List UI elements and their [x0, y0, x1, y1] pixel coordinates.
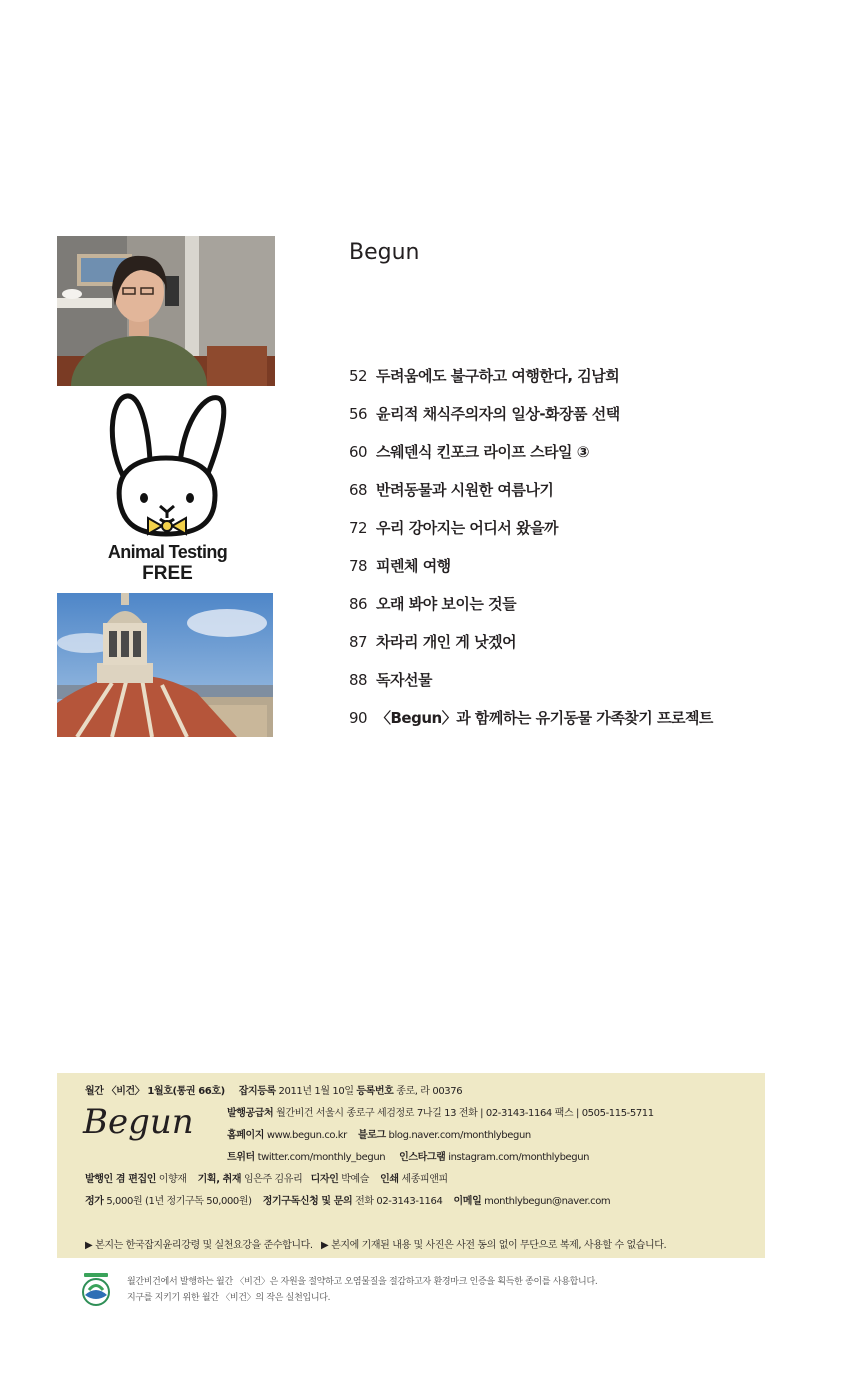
toc-item[interactable] — [349, 708, 713, 746]
blog-link[interactable]: blog.naver.com/monthlybegun — [388, 1130, 531, 1141]
twitter-link[interactable]: twitter.com/monthly_begun — [257, 1152, 386, 1163]
eco-notice-line1: 월간비건에서 발행하는 월간 〈비건〉은 자원을 절약하고 오염물질을 절감하고자 환경마크 인증을 획득한 종이를 사용합니다. — [127, 1277, 598, 1287]
colophon-publisher-line — [227, 1104, 654, 1119]
planning-label: 기획, 취재 — [197, 1174, 242, 1185]
regno-value: 종로, 라 00376 — [396, 1086, 463, 1097]
toc-title: 우리 강아지는 어디서 왔을까 — [376, 519, 559, 537]
toc-item[interactable] — [349, 442, 713, 480]
colophon-staff-line — [85, 1170, 448, 1185]
colophon-social-line — [227, 1148, 589, 1163]
toc-item[interactable] — [349, 594, 713, 632]
reg-value: 2011년 1월 10일 — [278, 1086, 354, 1097]
price-value: 5,000원 (1년 정기구독 50,000원) — [106, 1196, 252, 1207]
eco-mark-icon — [81, 1273, 111, 1307]
email-label: 이메일 — [453, 1196, 482, 1207]
colophon-box — [57, 1073, 765, 1258]
portrait-photo — [57, 236, 275, 386]
toc-item[interactable] — [349, 404, 713, 442]
design-value: 박예슬 — [341, 1174, 370, 1185]
notice-copyright: ▶ 본지에 기재된 내용 및 사진은 사전 동의 없이 무단으로 복제, 사용할 수 없습니다. — [321, 1240, 667, 1251]
design-label: 디자인 — [310, 1174, 339, 1185]
toc-page-number: 72 — [349, 519, 368, 537]
toc-title: 차라리 개인 게 낫겠어 — [376, 633, 517, 651]
editor-label: 발행인 겸 편집인 — [85, 1174, 156, 1185]
planning-value: 임은주 김유리 — [243, 1174, 303, 1185]
toc-title: 〈Begun〉과 함께하는 유기동물 가족찾기 프로젝트 — [376, 709, 713, 727]
notice-ethics: ▶ 본지는 한국잡지윤리강령 및 실천요강을 준수합니다. — [85, 1240, 313, 1251]
reg-label: 잡지등록 — [238, 1086, 276, 1097]
publisher-label: 발행공급처 — [227, 1108, 274, 1119]
toc-page-number: 86 — [349, 595, 368, 613]
issue-label: 월간 〈비건〉 1월호(통권 66호) — [85, 1086, 225, 1097]
subscribe-value: 전화 02-3143-1164 — [355, 1196, 443, 1207]
toc-item[interactable] — [349, 556, 713, 594]
colophon-issue-line — [85, 1082, 462, 1097]
homepage-link[interactable]: www.begun.co.kr — [266, 1130, 347, 1141]
toc-item[interactable] — [349, 518, 713, 556]
editor-value: 이향재 — [158, 1174, 187, 1185]
toc-page-number: 68 — [349, 481, 368, 499]
svg-text:Begun: Begun — [83, 1102, 194, 1142]
toc-title: 피렌체 여행 — [376, 557, 451, 575]
print-label: 인쇄 — [380, 1174, 399, 1185]
eco-notice-line2: 지구를 지키기 위한 월간 〈비건〉의 작은 실천입니다. — [127, 1293, 331, 1303]
florence-duomo-photo — [57, 593, 273, 737]
toc-item[interactable] — [349, 480, 713, 518]
table-of-contents — [349, 366, 713, 746]
email-link[interactable]: monthlybegun@naver.com — [484, 1196, 611, 1207]
toc-page-number: 78 — [349, 557, 368, 575]
toc-item[interactable] — [349, 670, 713, 708]
publisher-value: 월간비건 서울시 종로구 세검정로 7나길 13 전화 | 02-3143-1164 팩스 | 0505-115-5711 — [276, 1108, 654, 1119]
instagram-link[interactable]: instagram.com/monthlybegun — [448, 1152, 590, 1163]
twitter-label: 트위터 — [227, 1152, 255, 1163]
price-label: 정가 — [85, 1196, 104, 1207]
toc-page-number: 88 — [349, 671, 368, 689]
toc-item[interactable] — [349, 366, 713, 404]
toc-page-number: 60 — [349, 443, 368, 461]
print-value: 세종피앤피 — [401, 1174, 448, 1185]
homepage-label: 홈페이지 — [227, 1130, 265, 1141]
toc-title: 두려움에도 불구하고 여행한다, 김남희 — [376, 367, 620, 385]
colophon-notice-line — [85, 1236, 666, 1251]
subscribe-label: 정기구독신청 및 문의 — [262, 1196, 353, 1207]
toc-page-number: 90 — [349, 709, 368, 727]
begun-script-logo — [81, 1099, 211, 1151]
toc-page-number: 52 — [349, 367, 368, 385]
toc-title: 반려동물과 시원한 여름나기 — [376, 481, 554, 499]
instagram-label: 인스타그램 — [399, 1152, 446, 1163]
free-label: FREE — [142, 563, 193, 584]
animal-testing-label: Animal Testing — [107, 542, 228, 562]
magazine-title: Begun — [349, 240, 420, 265]
toc-title: 오래 봐야 보이는 것들 — [376, 595, 517, 613]
regno-label: 등록번호 — [356, 1086, 394, 1097]
colophon-price-line — [85, 1192, 610, 1207]
colophon-web-line — [227, 1126, 531, 1141]
toc-title: 스웨덴식 킨포크 라이프 스타일 ③ — [376, 443, 589, 461]
toc-page-number: 56 — [349, 405, 368, 423]
toc-item[interactable] — [349, 632, 713, 670]
toc-page-number: 87 — [349, 633, 368, 651]
toc-title: 윤리적 채식주의자의 일상-화장품 선택 — [376, 405, 620, 423]
toc-title: 독자선물 — [376, 671, 432, 689]
blog-label: 블로그 — [357, 1130, 386, 1141]
